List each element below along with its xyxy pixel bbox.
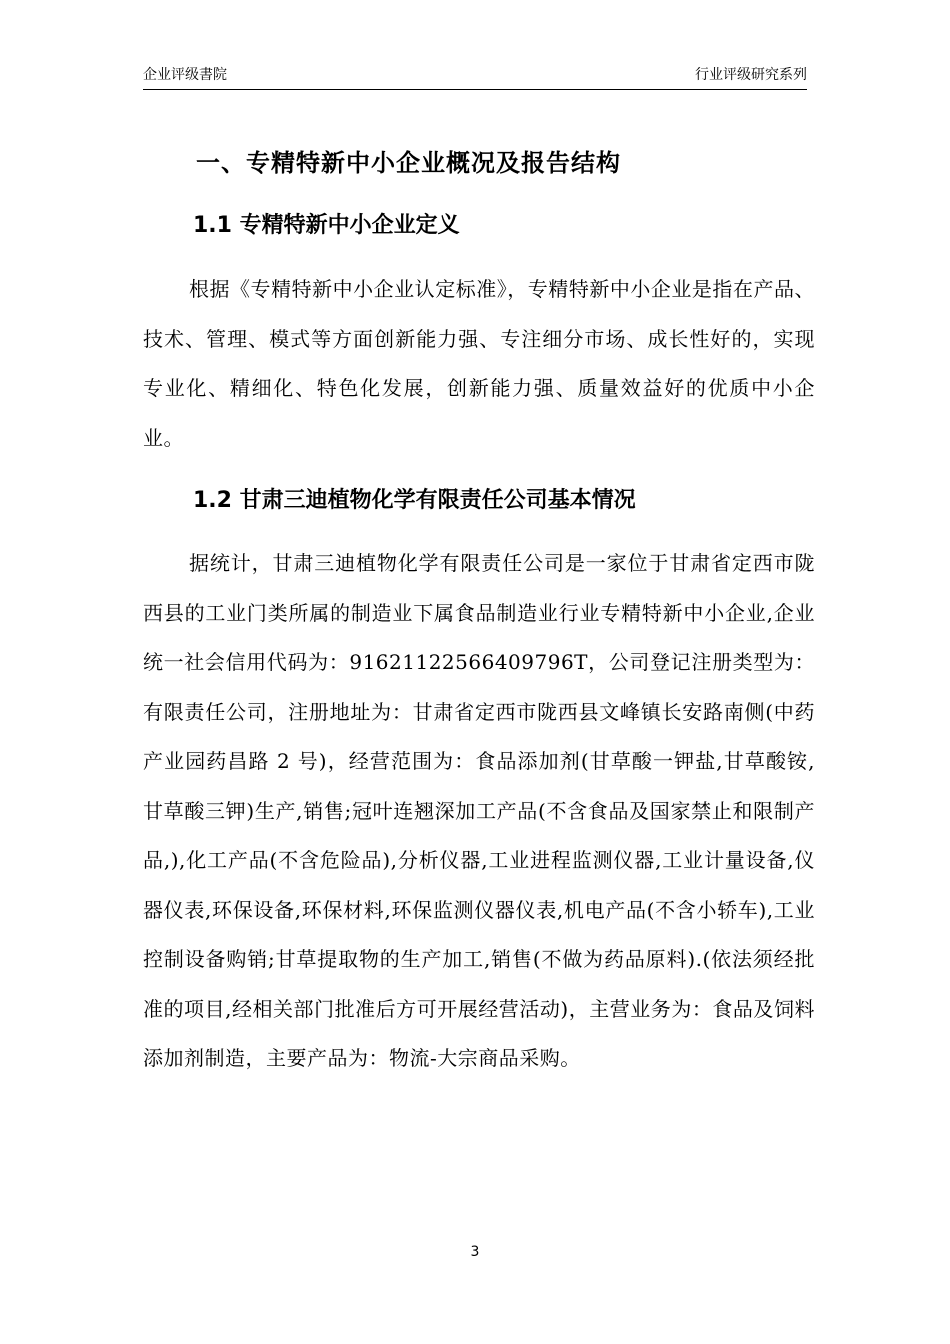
page-header bbox=[143, 62, 807, 90]
section-heading: 一、专精特新中小企业概况及报告结构 bbox=[196, 149, 621, 177]
header-right-text: 行业评级研究系列 bbox=[695, 67, 807, 83]
page-number: 3 bbox=[470, 1244, 480, 1260]
definition-paragraph: 根据《专精特新中小企业认定标准》，专精特新中小企业是指在产品、技术、管理、模式等方面创新能力强、专注细分市场、成长性好的，实现专业化、精细化、特色化发展，创新能力强、质量效益好的优质中小企业。 bbox=[143, 277, 815, 450]
subsection-heading-1-1: 1.1 专精特新中小企业定义 bbox=[193, 213, 460, 238]
subsection-heading-1-2: 1.2 甘肃三迪植物化学有限责任公司基本情况 bbox=[193, 488, 636, 513]
company-info-paragraph: 据统计，甘肃三迪植物化学有限责任公司是一家位于甘肃省定西市陇西县的工业门类所属的制造业下属食品制造业行业专精特新中小企业,企业统一社会信用代码为：91621122566409796T，公司登记注册类型为：有限责任公司，注册地址为：甘肃省定西市陇西县文峰镇长安路南侧(中药产业园药昌路 2 号)，经营范围为：食品添加剂(甘草酸一钾盐,甘草酸铵,甘草酸三钾)生产,销售;冠叶连翘深加工产品(不含食品及国家禁止和限制产品,),化工产品(不含危险品),分析仪器,工业进程监测仪器,工业计量设备,仪器仪表,环保设备,环保材料,环保监测仪器仪表,机电产品(不含小轿车),工业控制设备购销;甘草提取物的生产加工,销售(不做为药品原料).(依法须经批准的项目,经相关部门批准后方可开展经营活动)，主营业务为：食品及饲料添加剂制造，主要产品为：物流-大宗商品采购。 bbox=[143, 551, 815, 1070]
header-left-text: 企业评级書院 bbox=[143, 67, 227, 83]
